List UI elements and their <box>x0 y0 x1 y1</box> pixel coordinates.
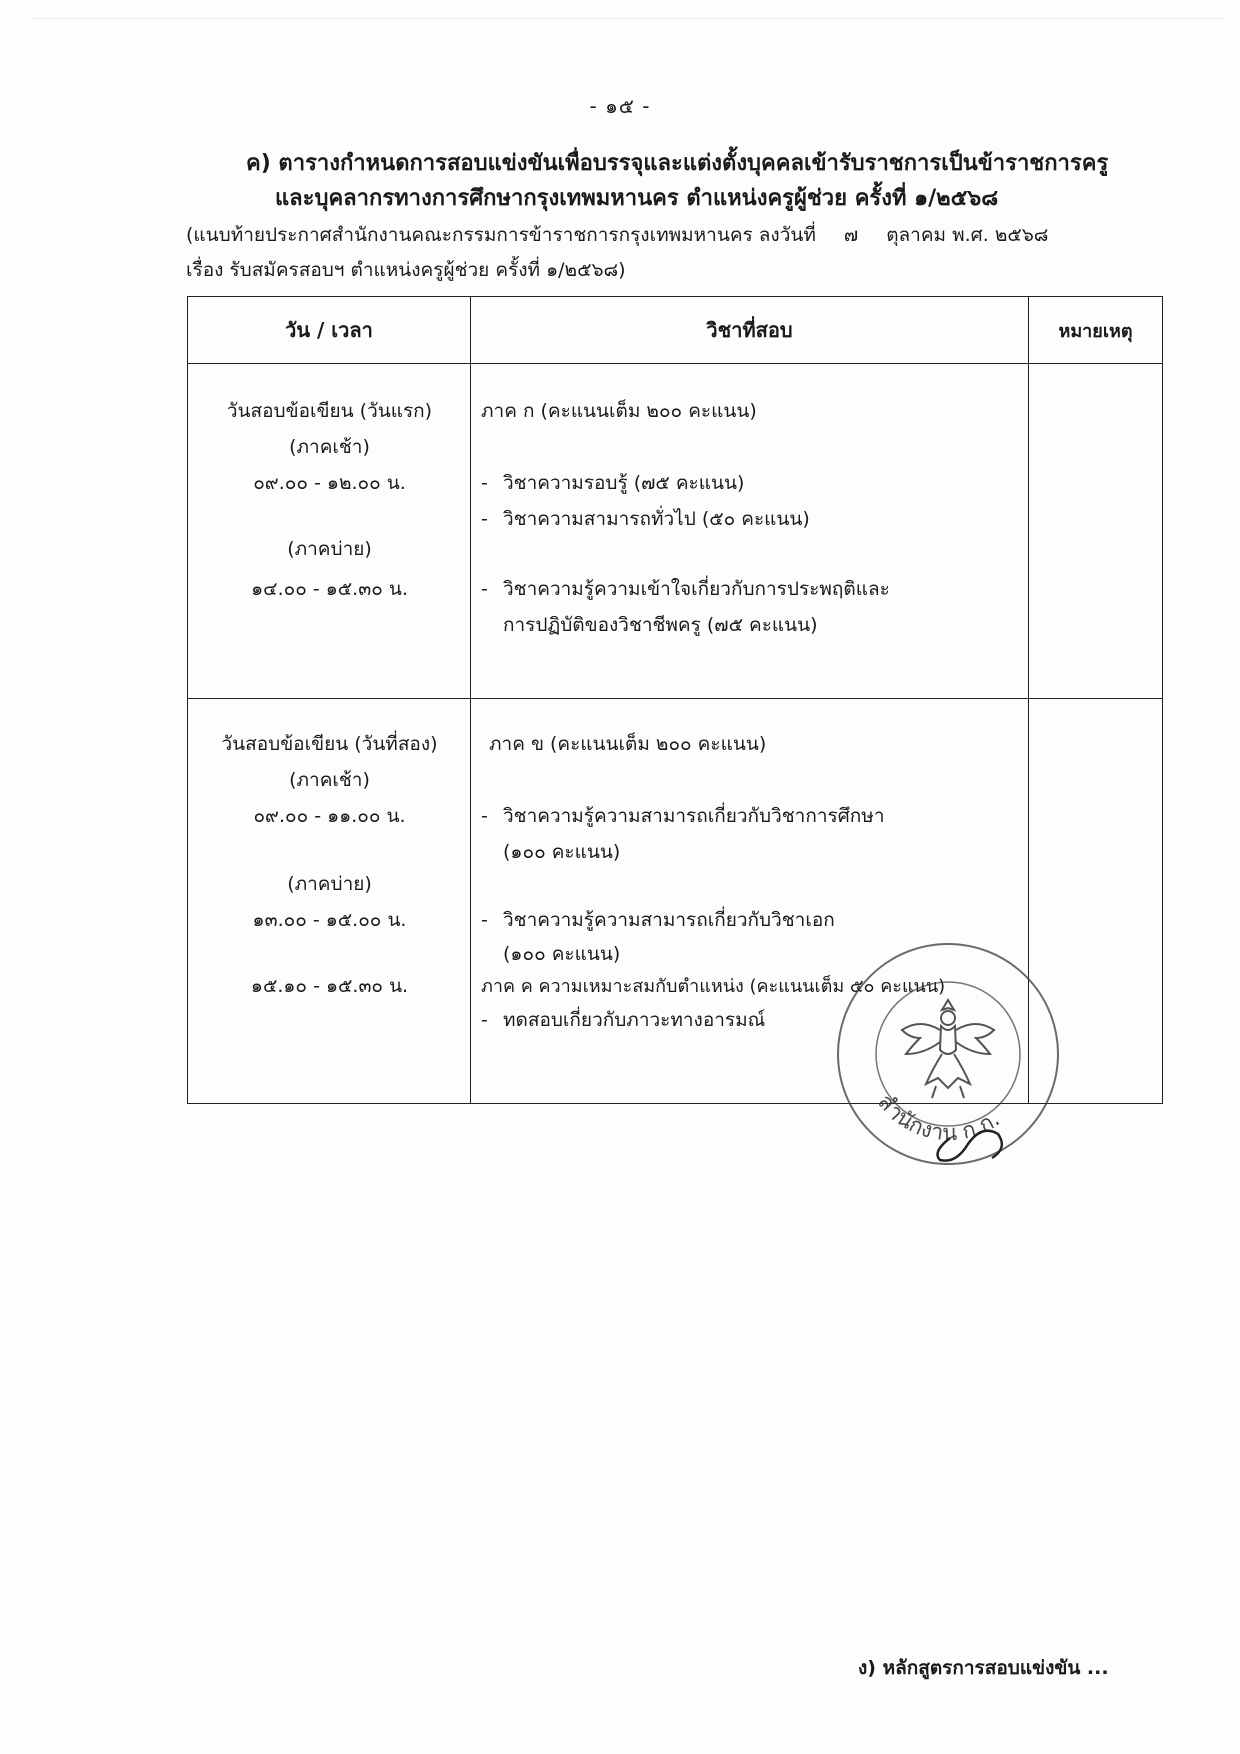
table-row <box>188 364 1163 699</box>
day2-item-3: - ทดสอบเกี่ยวกับภาวะทางอารมณ์ <box>481 1009 766 1031</box>
garuda-emblem-icon <box>902 1000 994 1098</box>
day1-item-2: - วิชาความสามารถทั่วไป (๕๐ คะแนน) <box>481 508 810 530</box>
day2-part-c: ภาค ค ความเหมาะสมกับตำแหน่ง (คะแนนเต็ม ๕๐ คะแนน) <box>481 976 946 997</box>
title-line-1: ค) ตารางกำหนดการสอบแข่งขันเพื่อบรรจุและแต่งตั้งบุคคลเข้ารับราชการเป็นข้าราชการครู <box>246 151 1109 176</box>
day1-subject-cell <box>471 364 1029 699</box>
day1-afternoon-label: (ภาคบ่าย) <box>287 538 372 560</box>
day2-afternoon-time: ๑๓.๐๐ - ๑๕.๐๐ น. <box>252 909 407 931</box>
day1-item-1: - วิชาความรอบรู้ (๗๕ คะแนน) <box>481 472 745 494</box>
day1-afternoon-time: ๑๔.๐๐ - ๑๕.๓๐ น. <box>251 578 408 600</box>
table-header-row <box>188 297 1163 364</box>
subtitle-line-1 <box>186 220 1048 250</box>
day2-item-1: - วิชาความรู้ความสามารถเกี่ยวกับวิชาการศึกษา <box>481 805 885 827</box>
page-number: - ๑๕ - <box>589 94 651 118</box>
continuation-note: ง) หลักสูตรการสอบแข่งขัน ... <box>858 1657 1109 1679</box>
day1-item-3: - วิชาความรู้ความเข้าใจเกี่ยวกับการประพฤติและ <box>481 578 890 600</box>
day2-item-2: - วิชาความรู้ความสามารถเกี่ยวกับวิชาเอก <box>481 909 835 931</box>
day1-morning-time: ๐๙.๐๐ - ๑๒.๐๐ น. <box>253 472 406 494</box>
day2-datetime-cell <box>188 699 471 1104</box>
header-subject: วิชาที่สอบ <box>471 297 1029 364</box>
day2-item-2-cont: (๑๐๐ คะแนน) <box>503 943 621 965</box>
header-remark: หมายเหตุ <box>1029 297 1163 364</box>
day2-part-title: ภาค ข (คะแนนเต็ม ๒๐๐ คะแนน) <box>489 733 767 755</box>
subtitle-day: ๗ <box>843 224 859 246</box>
day1-remark-cell <box>1029 364 1163 699</box>
day2-late-time: ๑๕.๑๐ - ๑๕.๓๐ น. <box>250 975 409 997</box>
day1-datetime-cell <box>188 364 471 699</box>
day2-morning-label: (ภาคเช้า) <box>289 769 370 791</box>
day2-date-label: วันสอบข้อเขียน (วันที่สอง) <box>221 733 438 755</box>
header-datetime: วัน / เวลา <box>188 297 471 364</box>
day2-morning-time: ๐๙.๐๐ - ๑๑.๐๐ น. <box>253 805 406 827</box>
subtitle-announcement: (แนบท้ายประกาศสำนักงานคณะกรรมการข้าราชการกรุงเทพมหานคร ลงวันที่ <box>186 224 816 246</box>
svg-text:สำนักงาน ก.ก. <box>872 1090 1004 1146</box>
day1-part-title: ภาค ก (คะแนนเต็ม ๒๐๐ คะแนน) <box>481 400 757 422</box>
day2-item-1-cont: (๑๐๐ คะแนน) <box>503 841 621 863</box>
title-line-2: และบุคลากรทางการศึกษากรุงเทพมหานคร ตำแหน่งครูผู้ช่วย ครั้งที่ ๑/๒๕๖๘ <box>275 186 999 211</box>
scan-edge <box>30 18 1225 19</box>
seal-text: สำนักงาน ก.ก. <box>872 1089 1005 1147</box>
subtitle-line-2: เรื่อง รับสมัครสอบฯ ตำแหน่งครูผู้ช่วย ครั้งที่ ๑/๒๕๖๘) <box>186 259 626 281</box>
garuda-seal-stamp <box>832 938 1064 1170</box>
day2-afternoon-label: (ภาคบ่าย) <box>287 873 372 895</box>
subtitle-month-year: ตุลาคม พ.ศ. ๒๕๖๘ <box>886 224 1049 246</box>
day1-date-label: วันสอบข้อเขียน (วันแรก) <box>226 400 433 422</box>
day1-item-3-cont: การปฏิบัติของวิชาชีพครู (๗๕ คะแนน) <box>503 614 818 636</box>
day1-morning-label: (ภาคเช้า) <box>289 436 370 458</box>
